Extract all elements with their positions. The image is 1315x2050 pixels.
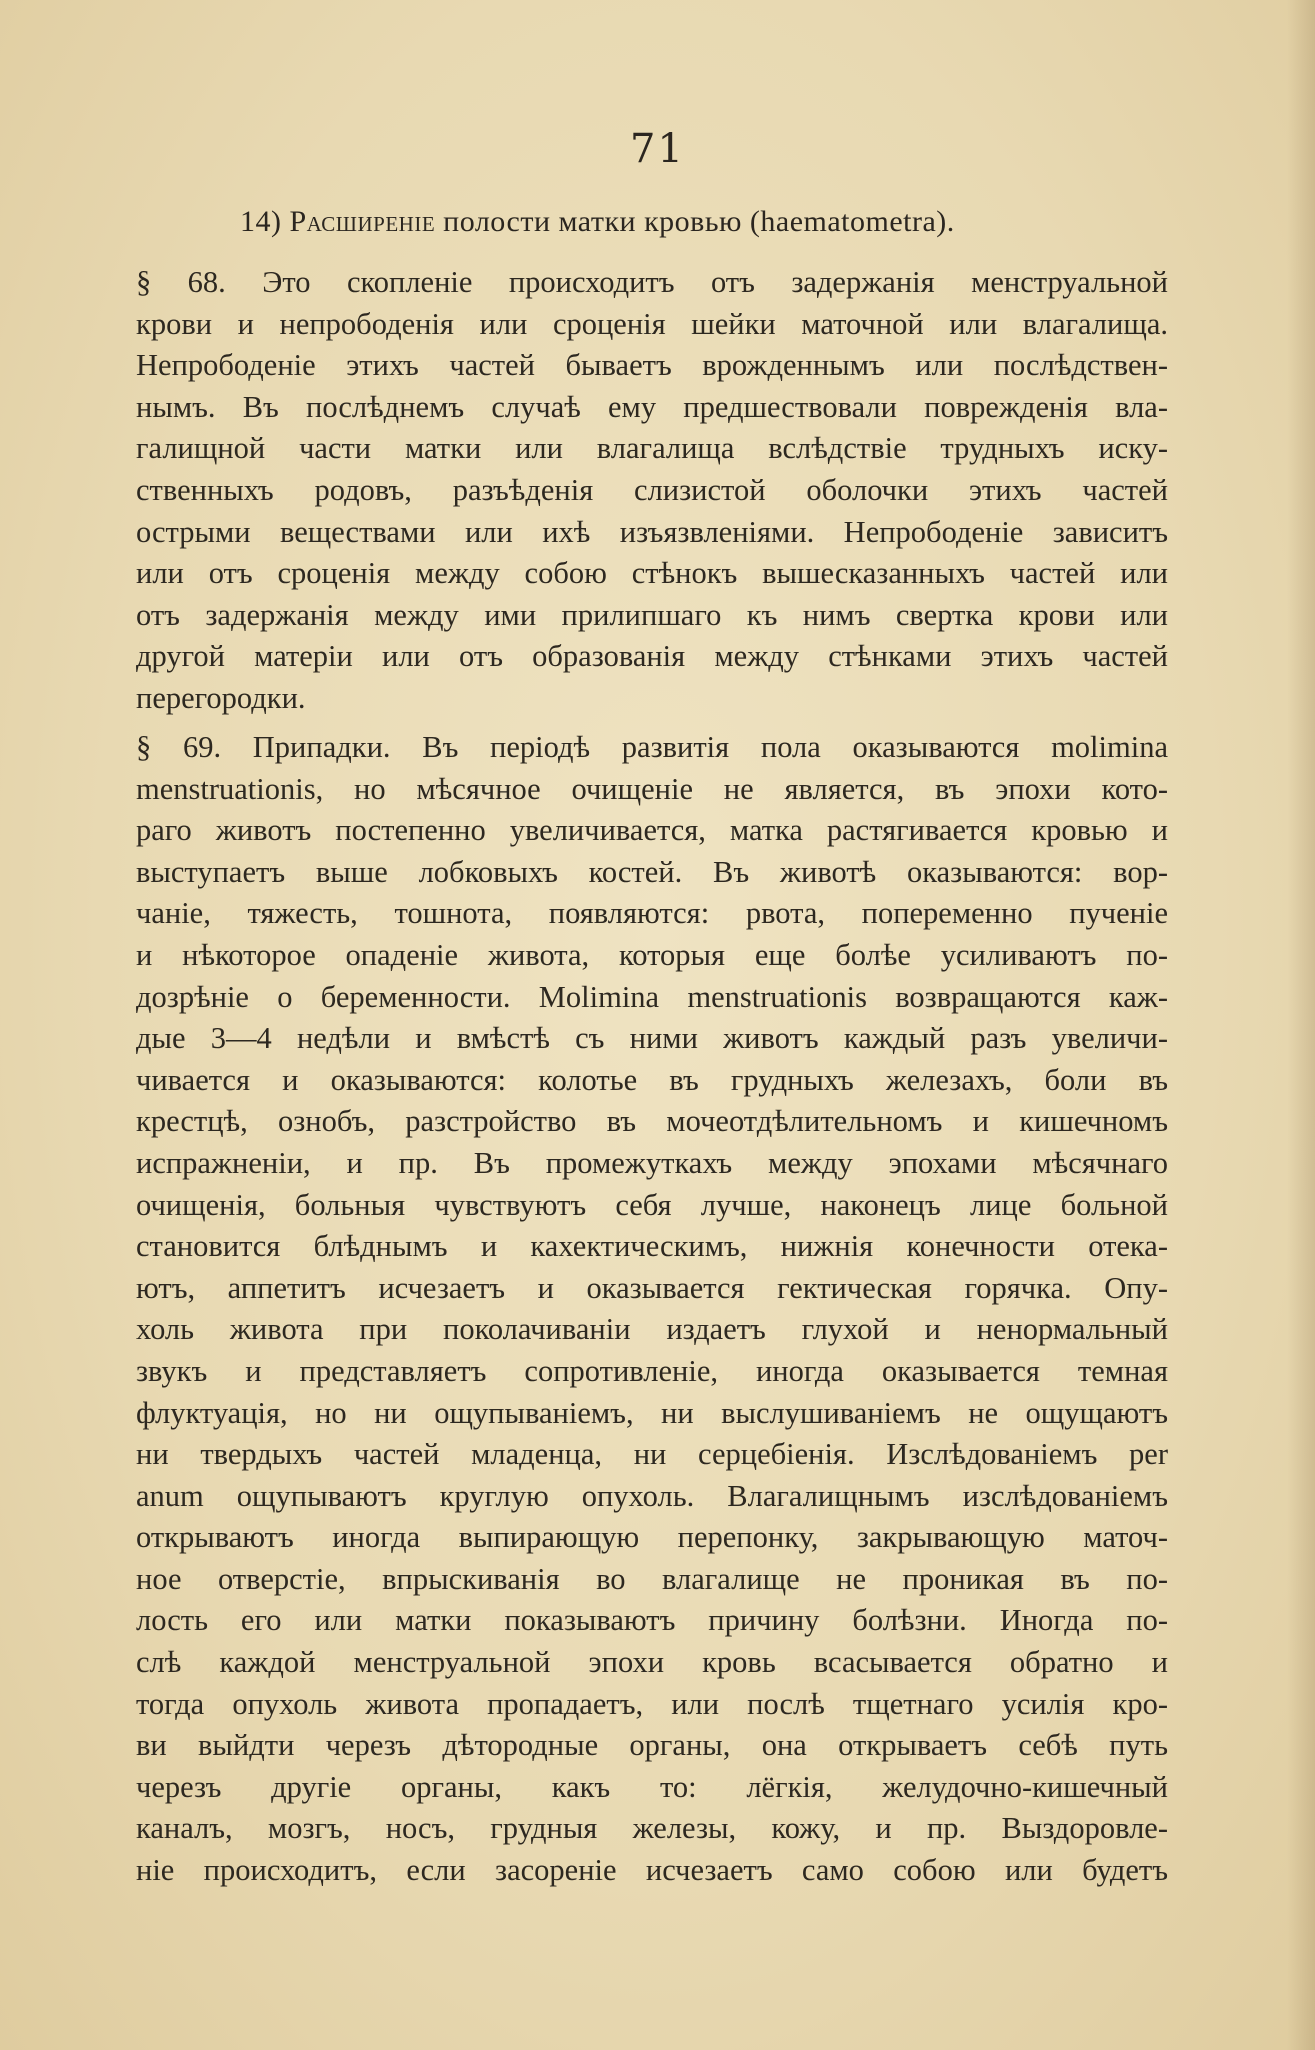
text-line: чивается и оказываются: колотье въ грудныхъ железахъ, боли въ: [136, 1062, 1168, 1097]
text-line: острыми веществами или ихѣ изъязвленіями. Непрободеніе зависитъ: [136, 514, 1168, 549]
paragraph-69: [136, 727, 1168, 1892]
heading-title-caps: Расширеніе: [289, 205, 436, 238]
text-line: перегородки.: [136, 680, 306, 715]
text-line: ви выйдти черезъ дѣтородные органы, она открываетъ себѣ путь: [136, 1728, 1168, 1763]
text-line: Непрободеніе этихъ частей бываетъ врожденнымъ или послѣдствен-: [136, 348, 1168, 383]
text-line: открываютъ иногда выпирающую перепонку, закрывающую маточ-: [136, 1520, 1168, 1555]
page-number: 71: [630, 126, 685, 172]
text-line: испражненіи, и пр. Въ промежуткахъ между эпохами мѣсячнаго: [136, 1145, 1168, 1180]
text-line: крови и непрободенія или сроценія шейки маточной или влагалища.: [136, 306, 1168, 341]
paragraph-68: [136, 262, 1168, 720]
text-line: другой матеріи или отъ образованія между стѣнками этихъ частей: [136, 639, 1168, 674]
text-line: ственныхъ родовъ, разъѣденія слизистой оболочки этихъ частей: [136, 472, 1168, 507]
text-line: каналъ, мозгъ, носъ, грудныя железы, кожу, и пр. Выздоровле-: [136, 1811, 1168, 1846]
text-line: § 69. Припадки. Въ періодѣ развитія пола оказываются molimina: [136, 730, 1168, 764]
text-line: ни твердыхъ частей младенца, ни серцебіенія. Изслѣдованіемъ per: [136, 1437, 1168, 1472]
text-line: звукъ и представляетъ сопротивленіе, иногда оказывается темная: [136, 1353, 1168, 1388]
text-line: дые 3—4 недѣли и вмѣстѣ съ ними животъ каждый разъ увеличи-: [136, 1021, 1168, 1056]
text-line: раго животъ постепенно увеличивается, матка растягивается кровью и: [136, 813, 1168, 848]
text-line: слѣ каждой менструальной эпохи кровь всасывается обратно и: [136, 1645, 1168, 1680]
text-line: ное отверстіе, впрыскиванія во влагалище не проникая въ по-: [136, 1561, 1168, 1596]
text-line: § 68. Это скопленіе происходитъ отъ задержанія менструальной: [136, 265, 1168, 299]
text-line: ніе происходитъ, если засореніе исчезаетъ само собою или будетъ: [136, 1853, 1168, 1888]
text-line: чаніе, тяжесть, тошнота, появляются: рвота, попеременно пученіе: [136, 896, 1168, 931]
heading-title-rest: полости матки кровью (haematometra).: [443, 205, 955, 238]
text-line: ютъ, аппетитъ исчезаетъ и оказывается гектическая горячка. Опу-: [136, 1270, 1168, 1305]
text-line: anum ощупываютъ круглую опухоль. Влагалищнымъ изслѣдованіемъ: [136, 1478, 1168, 1513]
text-line: выступаетъ выше лобковыхъ костей. Въ животѣ оказываются: вор-: [136, 854, 1168, 889]
text-line: черезъ другіе органы, какъ то: лёгкія, желудочно-кишечный: [136, 1769, 1168, 1804]
text-line: очищенія, больныя чувствуютъ себя лучше, наконецъ лице больной: [136, 1187, 1168, 1222]
text-line: дозрѣніе о беременности. Molimina menstruationis возвращаются каж-: [136, 979, 1168, 1014]
text-line: menstruationis, но мѣсячное очищеніе не является, въ эпохи кото-: [136, 771, 1168, 806]
text-line: и нѣкоторое опаденіе живота, которыя еще болѣе усиливаютъ по-: [136, 937, 1168, 972]
text-line: нымъ. Въ послѣднемъ случаѣ ему предшествовали поврежденія вла-: [136, 389, 1168, 424]
heading-number: 14): [240, 205, 282, 238]
section-heading: [240, 205, 1140, 239]
text-line: галищной части матки или влагалища вслѣдствіе трудныхъ иску-: [136, 431, 1168, 466]
text-line: или отъ сроценія между собою стѣнокъ вышесказанныхъ частей или: [136, 556, 1168, 591]
text-line: холь живота при поколачиваніи издаетъ глухой и ненормальный: [136, 1312, 1168, 1347]
text-line: отъ задержанія между ими прилипшаго къ нимъ свертка крови или: [136, 597, 1168, 632]
text-line: крестцѣ, ознобъ, разстройство въ мочеотдѣлительномъ и кишечномъ: [136, 1104, 1168, 1139]
text-line: тогда опухоль живота пропадаетъ, или послѣ тщетнаго усилія кро-: [136, 1686, 1168, 1721]
text-line: флуктуація, но ни ощупываніемъ, ни выслушиваніемъ не ощущаютъ: [136, 1395, 1168, 1430]
text-line: становится блѣднымъ и кахектическимъ, нижнія конечности отека-: [136, 1229, 1168, 1264]
text-line: лость его или матки показываютъ причину болѣзни. Иногда по-: [136, 1603, 1168, 1638]
